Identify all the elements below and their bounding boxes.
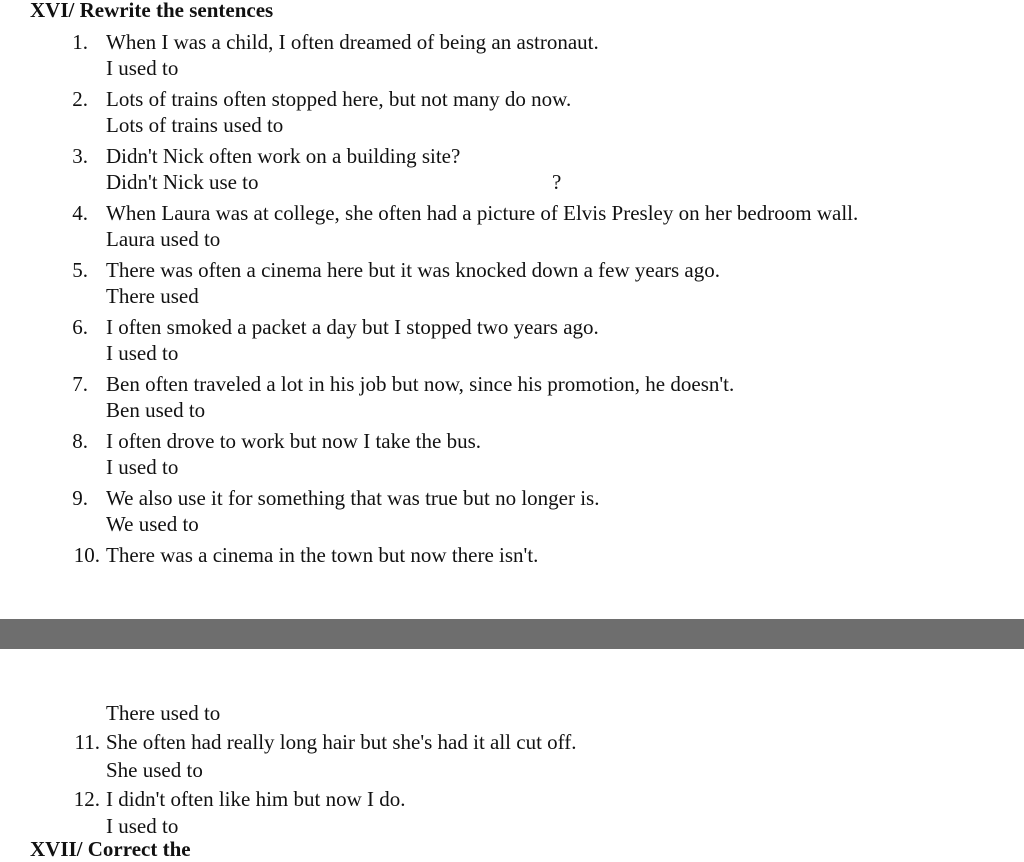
item-prompt: Ben used to bbox=[106, 398, 206, 422]
item-number: 3. bbox=[72, 144, 88, 168]
item-prompt: Didn't Nick use to bbox=[106, 170, 259, 194]
item-number: 2. bbox=[72, 87, 88, 111]
item-number: 11. bbox=[74, 730, 100, 754]
next-section-heading: XVII/ Correct the bbox=[30, 837, 191, 861]
item-prompt: I used to bbox=[106, 56, 179, 80]
item-sentence: I often drove to work but now I take the bus. bbox=[106, 429, 481, 453]
item-number: 8. bbox=[72, 429, 88, 453]
item-prompt: I used to bbox=[106, 814, 179, 838]
item-sentence: Lots of trains often stopped here, but not many do now. bbox=[106, 87, 572, 111]
item-number: 10. bbox=[73, 543, 100, 567]
item-prompt: I used to bbox=[106, 341, 179, 365]
item-sentence: There was a cinema in the town but now there isn't. bbox=[106, 543, 539, 567]
item-number: 4. bbox=[72, 201, 88, 225]
item-prompt: There used bbox=[106, 284, 199, 308]
item-number: 7. bbox=[72, 372, 88, 396]
item-number: 12. bbox=[73, 787, 100, 811]
item-sentence: I often smoked a packet a day but I stopped two years ago. bbox=[106, 315, 599, 339]
item-number: 9. bbox=[72, 486, 88, 510]
item-prompt: We used to bbox=[106, 512, 199, 536]
item-question-mark: ? bbox=[552, 170, 562, 194]
item-prompt: I used to bbox=[106, 455, 179, 479]
item-sentence: Didn't Nick often work on a building site? bbox=[106, 144, 461, 168]
item-sentence: I didn't often like him but now I do. bbox=[106, 787, 406, 811]
item-sentence: When I was a child, I often dreamed of being an astronaut. bbox=[106, 30, 599, 54]
item-number: 1. bbox=[72, 30, 88, 54]
page-break-divider bbox=[0, 619, 1024, 649]
item-number: 6. bbox=[72, 315, 88, 339]
item-prompt: Laura used to bbox=[106, 227, 221, 251]
item-sentence: We also use it for something that was true but no longer is. bbox=[106, 486, 600, 510]
item-sentence: There was often a cinema here but it was knocked down a few years ago. bbox=[106, 258, 721, 282]
item-sentence: She often had really long hair but she's had it all cut off. bbox=[106, 730, 577, 754]
item-sentence: Ben often traveled a lot in his job but now, since his promotion, he doesn't. bbox=[106, 372, 735, 396]
item-number: 5. bbox=[72, 258, 88, 282]
exercise-title: XVI/ Rewrite the sentences bbox=[30, 0, 274, 22]
item-prompt: There used to bbox=[106, 701, 221, 725]
item-prompt: She used to bbox=[106, 758, 203, 782]
item-sentence: When Laura was at college, she often had a picture of Elvis Presley on her bedroom wall. bbox=[106, 201, 859, 225]
item-prompt: Lots of trains used to bbox=[106, 113, 284, 137]
